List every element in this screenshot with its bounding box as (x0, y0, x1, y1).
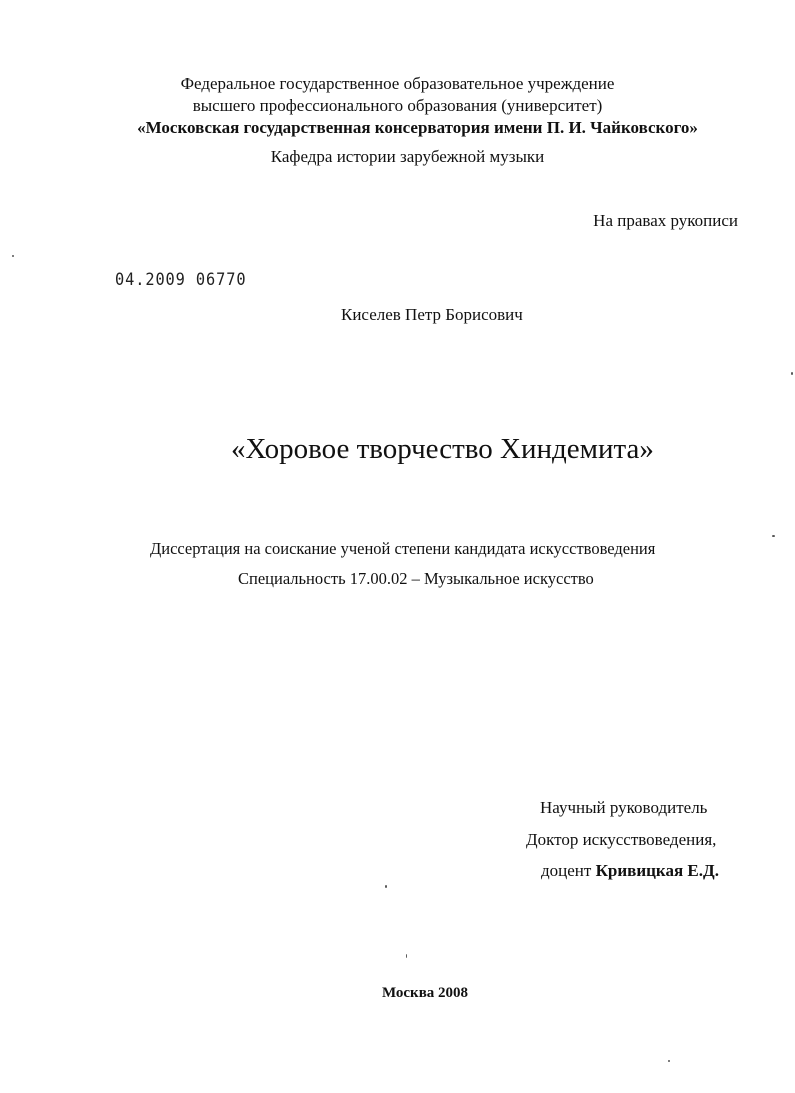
thesis-description: Диссертация на соискание ученой степени кандидата искусствоведения (150, 539, 656, 558)
supervisor-name: Кривицкая Е.Д. (595, 861, 719, 880)
scan-speck (668, 1060, 670, 1062)
registration-stamp: 04.2009 06770 (115, 270, 247, 290)
scan-speck (385, 885, 387, 888)
manuscript-note: На правах рукописи (593, 211, 738, 230)
author-name: Киселев Петр Борисович (341, 305, 523, 324)
institution-line-2: высшего профессионального образования (университет) (192, 96, 603, 115)
department: Кафедра истории зарубежной музыки (270, 147, 545, 166)
supervisor-rank-name (541, 861, 719, 881)
dissertation-title: «Хоровое творчество Хиндемита» (231, 433, 654, 465)
supervisor-role: Научный руководитель (540, 798, 708, 817)
scan-speck (406, 954, 407, 958)
institution-name: «Московская государственная консерватория имени П. И. Чайковского» (137, 118, 698, 137)
institution-line-1: Федеральное государственное образовательное учреждение (180, 74, 615, 93)
supervisor-degree: Доктор искусствоведения, (526, 830, 717, 849)
supervisor-rank: доцент (541, 861, 592, 880)
city-year: Москва 2008 (381, 985, 469, 1001)
specialty: Специальность 17.00.02 – Музыкальное искусство (238, 569, 594, 588)
scan-speck (772, 535, 775, 537)
scan-speck (12, 255, 14, 257)
scan-speck (791, 372, 793, 375)
